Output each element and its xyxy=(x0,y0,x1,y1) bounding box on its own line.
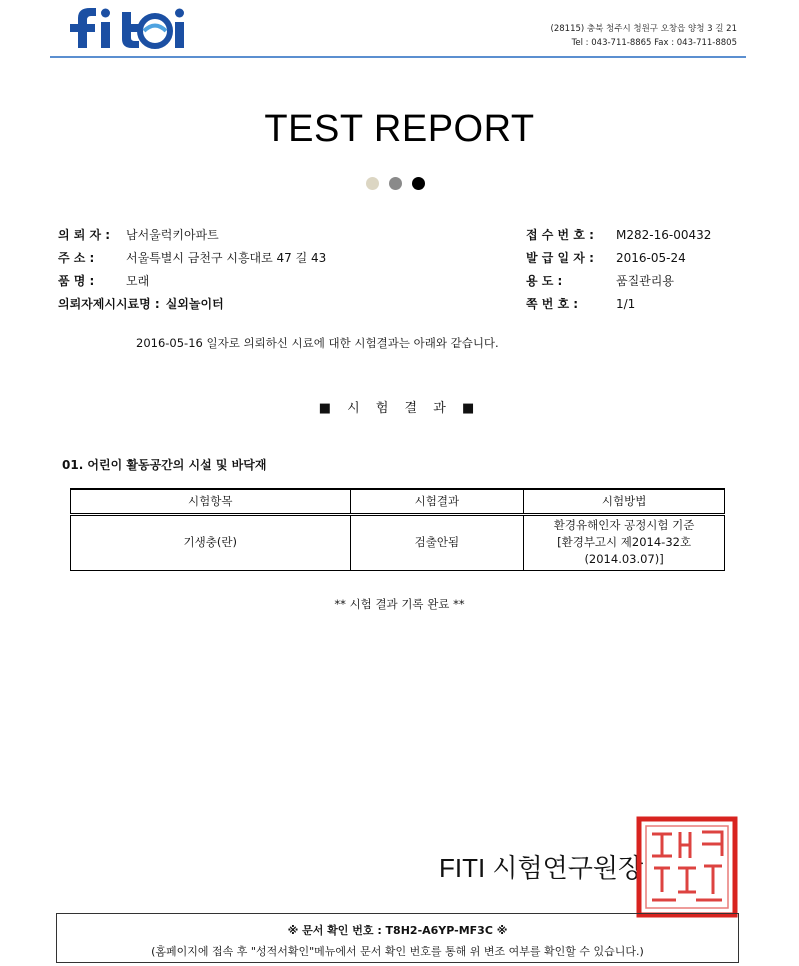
dot-black xyxy=(412,177,425,190)
header-address: (28115) 충북 청주시 청원구 오창읍 양청 3 길 21 xyxy=(550,24,737,34)
intro-text: 2016-05-16 일자로 의뢰하신 시료에 대한 시험결과는 아래와 같습니다. xyxy=(136,336,499,350)
info-sample-name xyxy=(58,295,224,312)
dot-gray xyxy=(389,177,402,190)
info-issue-date xyxy=(526,249,686,266)
results-table xyxy=(70,488,725,571)
official-seal-stamp xyxy=(636,816,738,918)
header-tel-fax: Tel : 043-711-8865 Fax : 043-711-8805 xyxy=(571,38,737,48)
info-label: 품 명 : xyxy=(58,274,95,288)
header-test-item: 시험항목 xyxy=(71,489,351,514)
header-divider xyxy=(50,56,746,58)
info-label: 의뢰자제시시료명 : xyxy=(58,297,160,311)
info-client xyxy=(58,226,219,243)
table-header-row xyxy=(71,489,725,514)
info-label: 쪽 번 호 : xyxy=(526,297,579,311)
header-test-result: 시험결과 xyxy=(350,489,524,514)
info-address xyxy=(58,249,326,266)
method-line: 환경유해인자 공정시험 기준 xyxy=(553,517,695,532)
method-line: (2014.03.07)] xyxy=(584,552,664,567)
verification-code: ※ 문서 확인 번호 : T8H2-A6YP-MF3C ※ xyxy=(287,924,508,937)
info-value: 서울특별시 금천구 시흥대로 47 길 43 xyxy=(126,251,327,265)
verification-box xyxy=(56,913,739,963)
info-value: 모래 xyxy=(126,274,150,288)
report-title: TEST REPORT xyxy=(264,108,535,150)
header-test-method: 시험방법 xyxy=(524,489,725,514)
table-row xyxy=(71,514,725,570)
verification-instructions: (홈페이지에 접속 후 "성적서확인"메뉴에서 문서 확인 번호를 통해 위 변조 여부를 확인할 수 있습니다.) xyxy=(151,945,644,958)
info-label: 발 급 일 자 : xyxy=(526,251,594,265)
info-value: 품질관리용 xyxy=(616,274,674,288)
info-page-no xyxy=(526,295,635,312)
section-title: ■ 시 험 결 과 ■ xyxy=(318,401,481,416)
info-label: 용 도 : xyxy=(526,274,563,288)
method-line: [환경부고시 제2014-32호 xyxy=(557,534,692,549)
info-label: 접 수 번 호 : xyxy=(526,228,594,242)
title-dots xyxy=(366,177,425,190)
cell-test-method xyxy=(524,514,725,570)
info-value: 2016-05-24 xyxy=(616,251,686,265)
fiti-logo xyxy=(58,4,188,50)
info-value: M282-16-00432 xyxy=(616,228,712,242)
info-value: 1/1 xyxy=(616,297,636,311)
cell-test-result: 검출안됨 xyxy=(350,514,524,570)
info-label: 의 뢰 자 : xyxy=(58,228,111,242)
info-product xyxy=(58,272,149,289)
info-purpose xyxy=(526,272,674,289)
dot-light xyxy=(366,177,379,190)
completion-note: ** 시험 결과 기록 완료 ** xyxy=(334,597,465,611)
subsection-title: 01. 어린이 활동공간의 시설 및 바닥재 xyxy=(62,458,267,472)
cell-test-item: 기생충(란) xyxy=(71,514,351,570)
issuer-name: FITI 시험연구원장 xyxy=(439,853,644,883)
info-receipt-no xyxy=(526,226,711,243)
info-value: 남서울럭키아파트 xyxy=(126,228,219,242)
info-value: 실외놀이터 xyxy=(165,297,224,311)
info-label: 주 소 : xyxy=(58,251,95,265)
